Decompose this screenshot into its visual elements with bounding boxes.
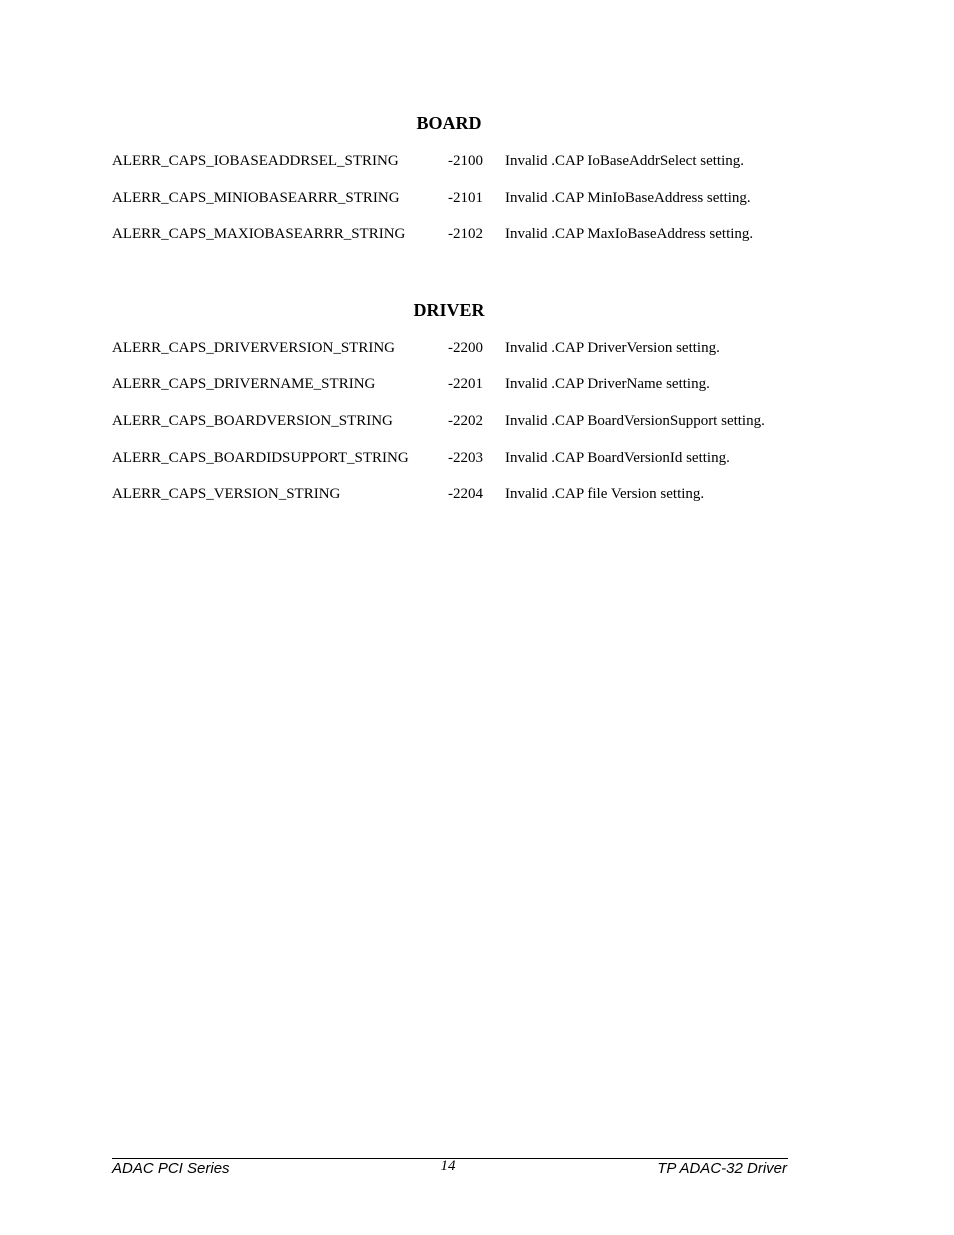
table-row <box>0 337 954 359</box>
error-description: Invalid .CAP MinIoBaseAddress setting. <box>505 190 751 206</box>
error-name: ALERR_CAPS_MAXIOBASEARRR_STRING <box>112 226 406 242</box>
error-code: -2102 <box>448 226 483 242</box>
error-name: ALERR_CAPS_BOARDIDSUPPORT_STRING <box>112 450 409 466</box>
table-row <box>0 483 954 505</box>
section-heading-board: BOARD <box>416 113 482 133</box>
error-code: -2203 <box>448 450 483 466</box>
table-row <box>0 373 954 395</box>
table-row <box>0 447 954 469</box>
page-number: 14 <box>440 1158 456 1174</box>
error-description: Invalid .CAP IoBaseAddrSelect setting. <box>505 153 744 169</box>
error-name: ALERR_CAPS_DRIVERNAME_STRING <box>112 376 376 392</box>
error-name: ALERR_CAPS_IOBASEADDRSEL_STRING <box>112 153 399 169</box>
table-row <box>0 223 954 245</box>
error-description: Invalid .CAP DriverName setting. <box>505 376 710 392</box>
error-description: Invalid .CAP DriverVersion setting. <box>505 340 720 356</box>
error-code: -2100 <box>448 153 483 169</box>
footer-series-label: ADAC PCI Series <box>112 1160 230 1177</box>
error-name: ALERR_CAPS_MINIOBASEARRR_STRING <box>112 190 400 206</box>
table-row <box>0 150 954 172</box>
footer-driver-label: TP ADAC-32 Driver <box>657 1160 787 1177</box>
error-code: -2101 <box>448 190 483 206</box>
error-code: -2201 <box>448 376 483 392</box>
error-description: Invalid .CAP file Version setting. <box>505 486 705 502</box>
error-description: Invalid .CAP BoardVersionId setting. <box>505 450 730 466</box>
section-heading-driver: DRIVER <box>413 300 485 320</box>
error-code: -2204 <box>448 486 483 502</box>
error-description: Invalid .CAP MaxIoBaseAddress setting. <box>505 226 754 242</box>
error-name: ALERR_CAPS_DRIVERVERSION_STRING <box>112 340 395 356</box>
table-row <box>0 187 954 209</box>
error-description: Invalid .CAP BoardVersionSupport setting. <box>505 413 765 429</box>
error-code: -2202 <box>448 413 483 429</box>
error-name: ALERR_CAPS_BOARDVERSION_STRING <box>112 413 393 429</box>
error-name: ALERR_CAPS_VERSION_STRING <box>112 486 341 502</box>
table-row <box>0 410 954 432</box>
error-code: -2200 <box>448 340 483 356</box>
